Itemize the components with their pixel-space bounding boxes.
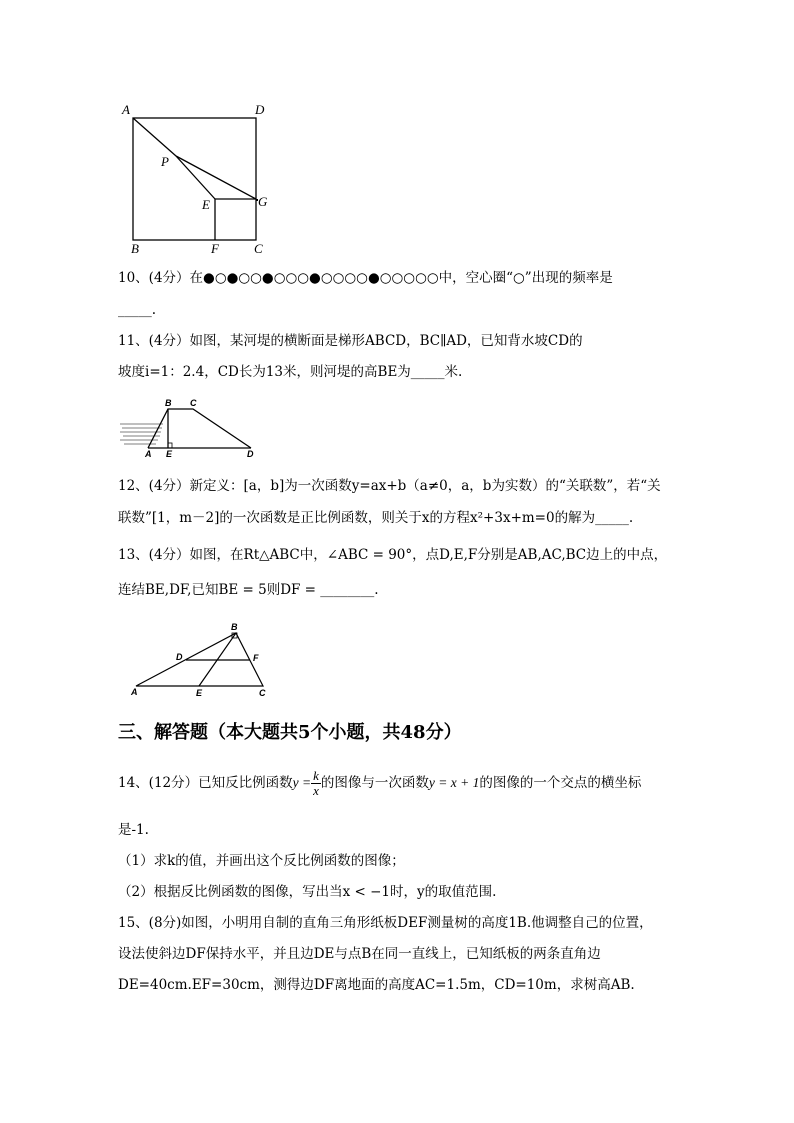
q10-line2: _____. xyxy=(118,302,157,318)
water-hatching xyxy=(120,424,163,444)
label-e: E xyxy=(202,197,210,212)
label-a: A xyxy=(145,449,152,459)
q14-line2: 是-1. xyxy=(118,822,149,838)
q14-suffix: 的图像的一个交点的横坐标 xyxy=(479,775,642,791)
q15-line3: DE=40cm.EF=30cm，测得边DF离地面的高度AC=1.5m，CD=10m，求树高AB. xyxy=(118,977,635,993)
q12-line2: 联数”[1，m－2]的一次函数是正比例函数，则关于x的方程x²+3x+m=0的解为_____. xyxy=(118,510,634,526)
label-p: P xyxy=(161,154,169,169)
q13-line2: 连结BE,DF,已知BE = 5则DF = ________. xyxy=(118,582,379,598)
q15-line1: 15、(8分)如图，小明用自制的直角三角形纸板DEF测量树的高度1B.他调整自己的位置， xyxy=(118,915,653,931)
trapezoid-sides xyxy=(148,409,251,448)
q14-linear: y = x + 1 xyxy=(428,775,480,790)
q12-line1: 12、(4分）新定义：[a，b]为一次函数y=ax+b（a≠0，a，b为实数）的“关联数”，若“关 xyxy=(118,478,661,494)
q14-part1: （1）求k的值，并画出这个反比例函数的图像； xyxy=(118,853,405,869)
q14-prefix: 14、(12分）已知反比例函数 xyxy=(118,775,293,791)
label-b: B xyxy=(165,398,172,408)
label-d: D xyxy=(176,652,183,662)
q14-fraction-denominator: x xyxy=(313,783,319,798)
q11-line1: 11、(4分）如图，某河堤的横断面是梯形ABCD，BC∥AD，已知背水坡CD的 xyxy=(118,333,583,349)
q10-line1: 10、(4分）在●○●○○●○○○●○○○○●○○○○○中，空心圈“○”出现的频率是 xyxy=(118,270,613,286)
q14-fraction xyxy=(311,769,321,798)
label-d: D xyxy=(247,449,254,459)
label-a: A xyxy=(122,102,130,117)
q13-line1: 13、(4分）如图，在Rt△ABC中，∠ABC = 90°，点D,E,F分别是AB,AC,BC边上的中点， xyxy=(118,547,668,563)
figure-square-svg xyxy=(118,98,278,262)
q14-line1 xyxy=(118,766,641,800)
label-c: C xyxy=(190,398,197,408)
figure-square xyxy=(118,98,278,262)
q15-line2: 设法使斜边DF保持水平，并且边DE与点B在同一直线上，已知纸板的两条直角边 xyxy=(118,946,601,962)
section-heading: 三、解答题（本大题共5个小题，共48分） xyxy=(118,722,462,743)
figure-triangle xyxy=(126,620,276,700)
square-outline xyxy=(133,118,256,240)
q14-fraction-numerator: k xyxy=(313,768,319,783)
label-b: B xyxy=(131,241,139,256)
label-e: E xyxy=(196,688,203,698)
label-g: G xyxy=(258,194,268,209)
label-c: C xyxy=(254,241,263,256)
segment-pg xyxy=(176,156,256,199)
label-b: B xyxy=(231,622,238,632)
label-f: F xyxy=(253,653,259,663)
q14-part2: （2）根据反比例函数的图像，写出当x < −1时，y的取值范围. xyxy=(118,884,497,900)
q14-mid: 的图像与一次函数 xyxy=(320,775,429,791)
label-c: C xyxy=(259,688,266,698)
q11-line2: 坡度i=1：2.4，CD长为13米，则河堤的高BE为_____米. xyxy=(118,364,463,380)
label-d: D xyxy=(255,102,265,117)
label-f: F xyxy=(211,241,219,256)
figure-trapezoid-svg xyxy=(118,396,258,460)
segment-ap xyxy=(133,118,176,156)
label-a: A xyxy=(131,687,138,697)
q14-fraction-lhs: y = xyxy=(292,775,312,790)
segment-pe xyxy=(176,156,215,199)
figure-trapezoid xyxy=(118,396,258,460)
label-e: E xyxy=(166,449,173,459)
